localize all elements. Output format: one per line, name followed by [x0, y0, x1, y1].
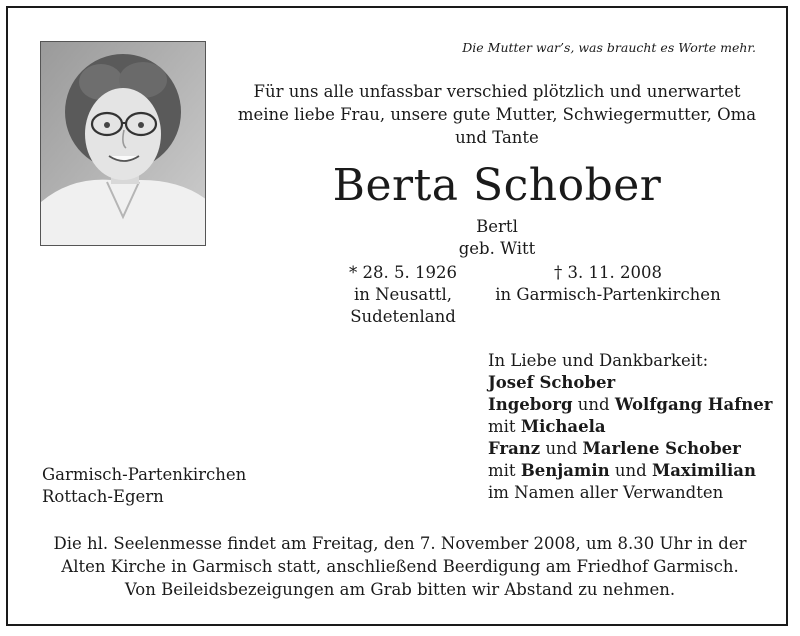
- birth-place: in Neusattl,: [353, 285, 453, 304]
- announcement-line: Für uns alle unfassbar verschied plötzlich und unerwartet: [253, 82, 741, 101]
- mourner-line: [488, 372, 773, 394]
- service-line: Von Beileidsbezeigungen am Grab bitten wir Abstand zu nehmen.: [124, 580, 676, 599]
- mourners-list: [488, 350, 773, 504]
- death-place: in Garmisch-Partenkirchen: [495, 285, 721, 304]
- birth-region: Sudetenland: [350, 307, 456, 326]
- announcement-line: und Tante: [455, 128, 539, 147]
- mourners-intro: In Liebe und Dankbarkeit:: [488, 351, 709, 370]
- announcement-text: [222, 80, 772, 149]
- mourner-name: Michaela: [520, 417, 606, 436]
- residence-places: [42, 464, 246, 508]
- conjunction: und: [577, 395, 610, 414]
- mourner-name: Benjamin: [520, 461, 610, 480]
- service-line: Die hl. Seelenmesse findet am Freitag, den 7. November 2008, um 8.30 Uhr in der: [53, 534, 747, 553]
- mourner-line: [488, 460, 773, 482]
- announcement-line: meine liebe Frau, unsere gute Mutter, Schwiegermutter, Oma: [237, 105, 757, 124]
- mourner-line: im Namen aller Verwandten: [488, 483, 724, 502]
- mourner-name: Josef Schober: [488, 373, 616, 392]
- motto-quote: Die Mutter war’s, was braucht es Worte mehr.: [462, 40, 756, 55]
- death-date: † 3. 11. 2008: [554, 263, 662, 282]
- death-info: [478, 262, 738, 306]
- place-name: Garmisch-Partenkirchen: [42, 465, 247, 484]
- portrait-photo: [40, 41, 206, 246]
- deceased-name: Berta Schober: [332, 160, 662, 211]
- nickname: Bertl: [476, 217, 518, 236]
- preposition: mit: [488, 417, 516, 436]
- place-name: Rottach-Egern: [42, 487, 164, 506]
- mourner-name: Ingeborg: [488, 395, 573, 414]
- birth-date: * 28. 5. 1926: [349, 263, 457, 282]
- service-info: [20, 532, 780, 601]
- mourner-name: Wolfgang Hafner: [614, 395, 773, 414]
- mourner-line: [488, 394, 773, 416]
- mourner-name: Franz: [488, 439, 541, 458]
- mourner-line: [488, 416, 773, 438]
- birth-name: geb. Witt: [458, 239, 536, 258]
- preposition: mit: [488, 461, 516, 480]
- birth-info: [328, 262, 478, 328]
- service-line: Alten Kirche in Garmisch statt, anschließend Beerdigung am Friedhof Garmisch.: [61, 557, 739, 576]
- mourner-name: Marlene Schober: [582, 439, 741, 458]
- conjunction: und: [545, 439, 578, 458]
- mourner-line: [488, 438, 773, 460]
- conjunction: und: [614, 461, 647, 480]
- mourner-name: Maximilian: [651, 461, 756, 480]
- portrait-image: [41, 42, 206, 246]
